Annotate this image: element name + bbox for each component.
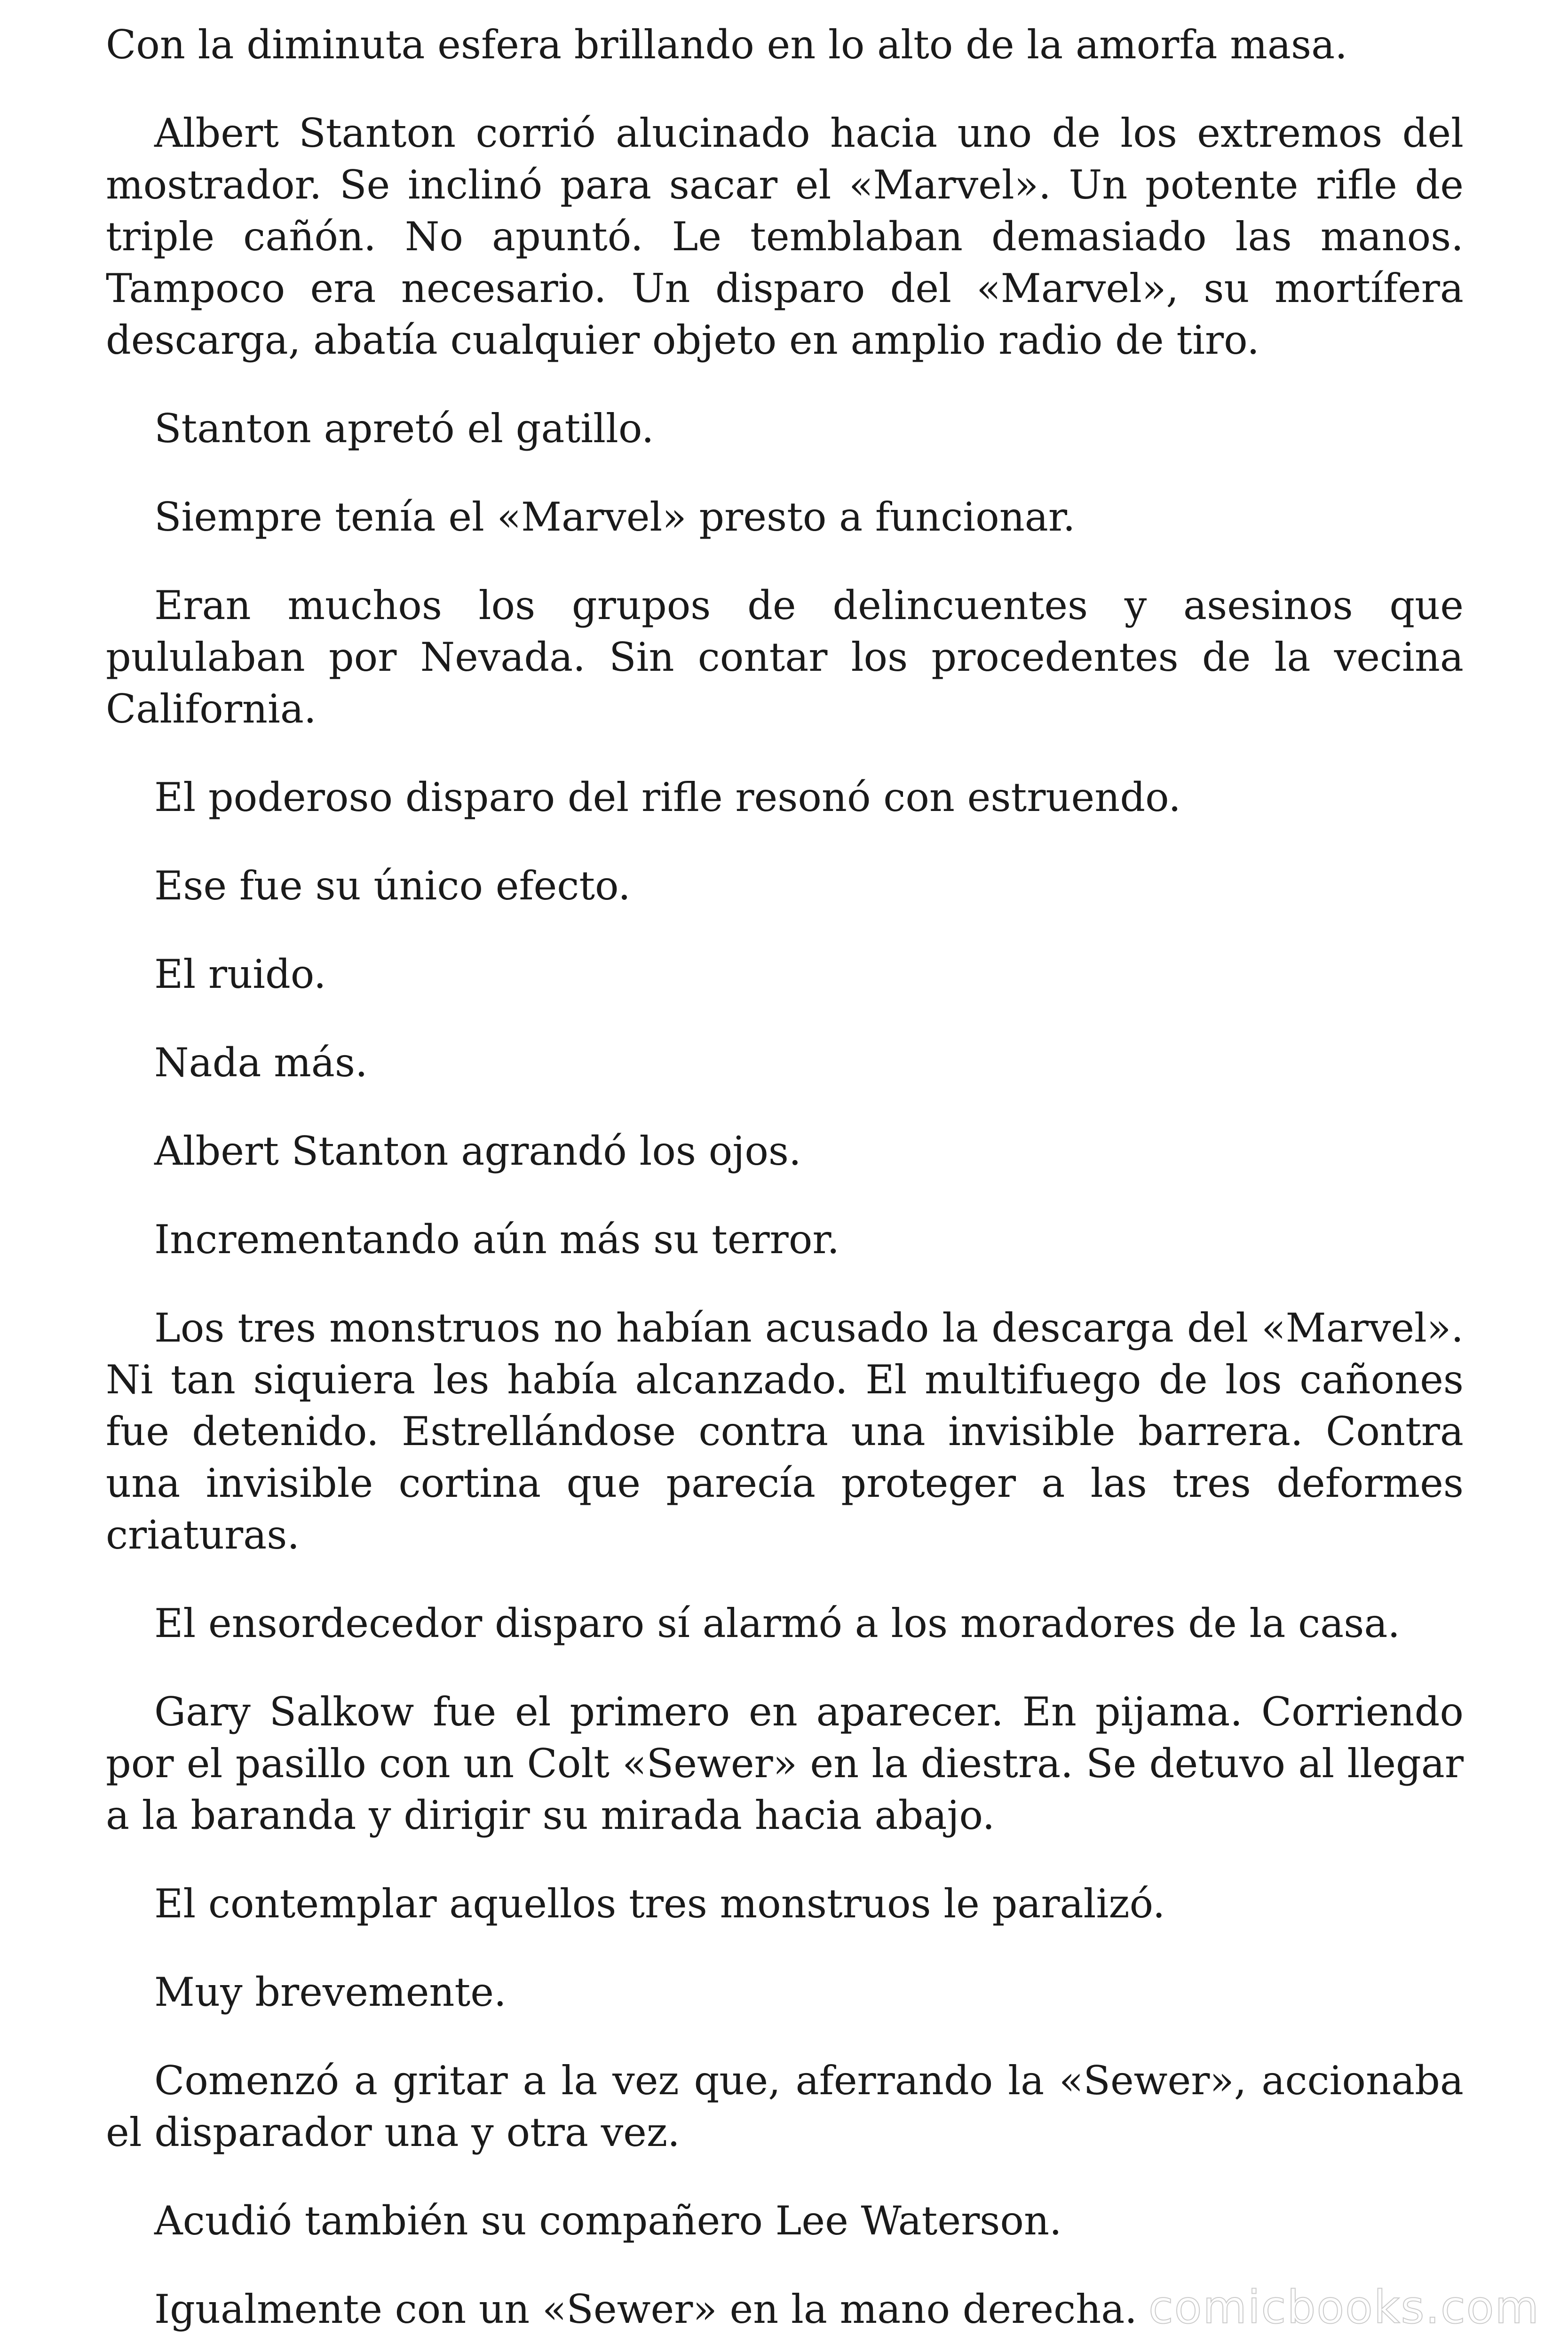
paragraph: Stanton apretó el gatillo. — [154, 405, 654, 452]
text-column — [106, 19, 1464, 2352]
paragraph: Comenzó a gritar a la vez que, aferrando la «Sewer», accionaba el disparador una y otra vez. — [106, 2058, 1464, 2155]
paragraph: El ensordecedor disparo sí alarmó a los moradores de la casa. — [154, 1600, 1401, 1646]
paragraph: Eran muchos los grupos de delincuentes y asesinos que pululaban por Nevada. Sin contar los procedentes de la vecina California. — [106, 582, 1464, 732]
paragraph: Nada más. — [154, 1040, 368, 1086]
paragraph: Ese fue su único efecto. — [154, 863, 631, 909]
paragraph: Igualmente con un «Sewer» en la mano derecha. — [154, 2286, 1137, 2332]
paragraph: Incrementando aún más su terror. — [154, 1216, 840, 1263]
paragraph: El contemplar aquellos tres monstruos le paralizó. — [154, 1881, 1165, 1927]
paragraph: El ruido. — [154, 951, 326, 997]
paragraph: Muy brevemente. — [154, 1969, 507, 2015]
paragraph: Gary Salkow fue el primero en aparecer. En pijama. Corriendo por el pasillo con un Colt «Sewer» en la diestra. Se detuvo al llegar a la baranda y dirigir su mirada hacia abajo. — [106, 1689, 1464, 1838]
paragraph: Acudió también su compañero Lee Waterson. — [154, 2198, 1062, 2244]
paragraph: El poderoso disparo del rifle resonó con estruendo. — [154, 774, 1181, 820]
watermark: comicbooks.com — [1148, 2281, 1540, 2334]
paragraph: Con la diminuta esfera brillando en lo alto de la amorfa masa. — [106, 22, 1347, 68]
paragraph: Siempre tenía el «Marvel» presto a funcionar. — [154, 494, 1076, 540]
paragraph: Albert Stanton corrió alucinado hacia uno de los extremos del mostrador. Se inclinó para sacar el «Marvel». Un potente rifle de triple cañón. No apuntó. Le temblaban demasiado las manos. Tampoco era necesario. Un disparo del «Marvel», su mortífera descarga, abatía cualquier objeto en amplio radio de tiro. — [106, 110, 1464, 363]
paragraph: Albert Stanton agrandó los ojos. — [154, 1128, 801, 1174]
paragraph: Los tres monstruos no habían acusado la descarga del «Marvel». Ni tan siquiera les había alcanzado. El multifuego de los cañones fue detenido. Estrellándose contra una invisible barrera. Contra una invisible cortina que parecía proteger a las tres deformes criaturas. — [106, 1305, 1464, 1558]
